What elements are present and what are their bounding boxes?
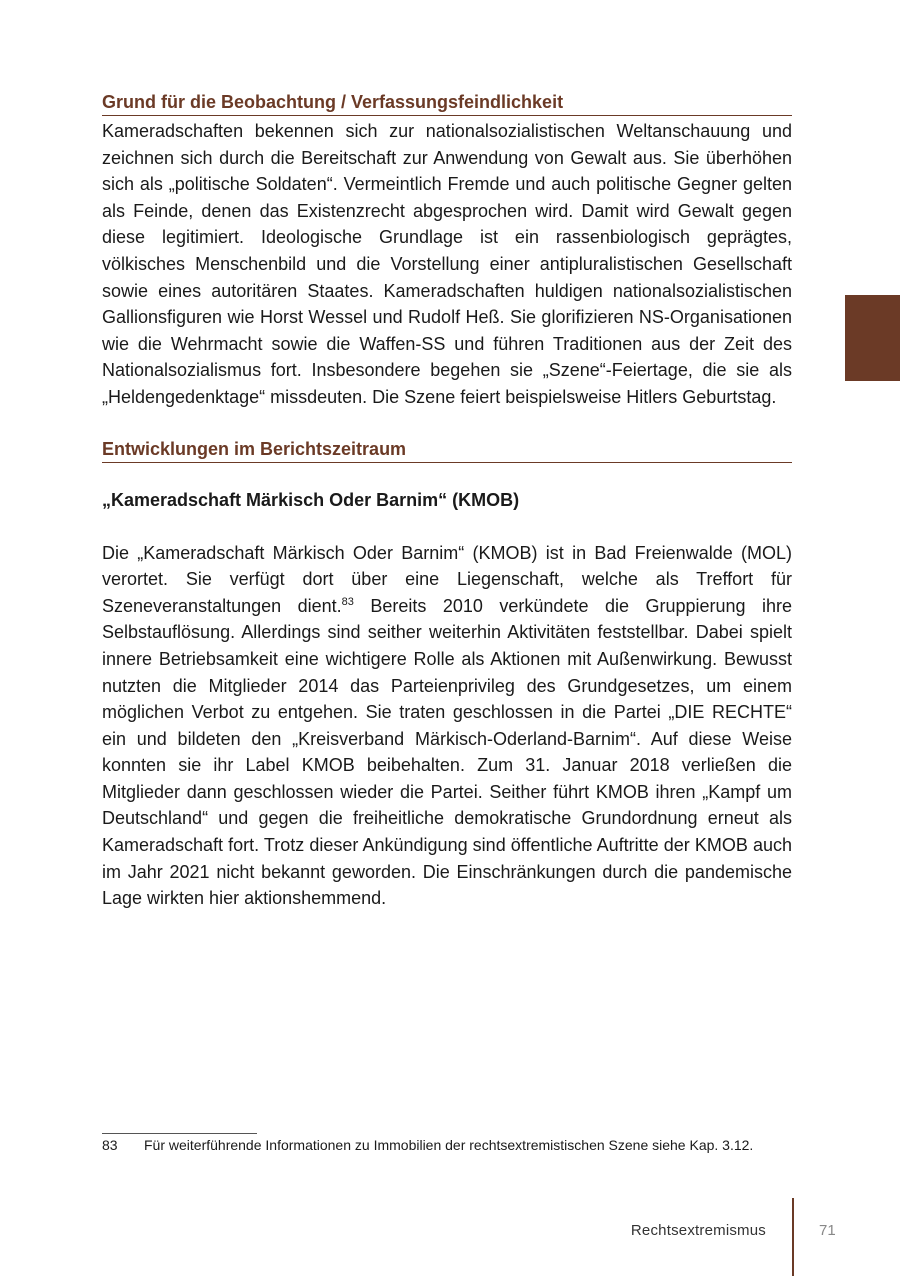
page-number: 71 — [819, 1222, 836, 1239]
footnote — [102, 1136, 822, 1154]
footnote-text: Für weiterführende Informationen zu Immobilien der rechtsextremistischen Szene siehe Kap. 3.12. — [144, 1137, 754, 1153]
section-paragraph-grund: Kameradschaften bekennen sich zur nationalsozialistischen Weltanschauung und zeichnen sich durch die Bereitschaft zur Anwendung von Gewalt aus. Sie überhöhen sich als „politische Soldaten“. Vermeintlich Fremde und auch politische Gegner gelten als Feinde, denen das Existenzrecht abgesprochen wird. Damit wird Gewalt gegen diese legitimiert. Ideologische Grundlage ist ein rassenbiologisch geprägtes, völkisches Menschenbild und die Vorstellung einer antipluralistischen Gesellschaft sowie eines autoritären Staates. Kameradschaften huldigen nationalsozialistischen Gallionsfiguren wie Horst Wessel und Rudolf Heß. Sie glorifizieren NS-Organisationen wie die Wehrmacht sowie die Waffen-SS und führen Traditionen aus der Zeit des Nationalsozialismus fort. Insbesondere begehen sie „Szene“-Feiertage, die sie als „Heldengedenktage“ missdeuten. Die Szene feiert beispielsweise Hitlers Geburtstag. — [102, 121, 792, 407]
footer-section-label: Rechtsextremismus — [630, 1222, 766, 1239]
page-content — [102, 90, 792, 912]
paragraph-kmob-part1: Die „Kameradschaft Märkisch Oder Barnim“ (KMOB) ist in Bad Freienwalde (MOL) verortet. Sie verfügt dort über eine Liegenschaft, welche als Treffort für Szeneveranstaltungen dient. — [102, 542, 792, 616]
footnote-divider — [102, 1133, 257, 1134]
section-heading-grund: Grund für die Beobachtung / Verfassungsfeindlichkeit — [102, 90, 792, 116]
footer-divider — [792, 1198, 794, 1276]
subsection-heading-kmob: „Kameradschaft Märkisch Oder Barnim“ (KMOB) — [102, 489, 520, 510]
chapter-tab-marker — [845, 295, 900, 381]
footnote-reference[interactable]: 83 — [341, 595, 354, 608]
section-heading-entwicklungen: Entwicklungen im Berichtszeitraum — [102, 437, 792, 463]
paragraph-kmob-part2: Bereits 2010 verkündete die Gruppierung ihre Selbstauflösung. Allerdings sind seither weiterhin Aktivitäten feststellbar. Dabei spielt innere Betriebsamkeit eine wichtigere Rolle als Aktionen mit Außenwirkung. Bewusst nutzten die Mitglieder 2014 das Parteienprivileg des Grundgesetzes, um einem möglichen Verbot zu entgehen. Sie traten geschlossen in die Partei „DIE RECHTE“ ein und bildeten den „Kreisverband Märkisch-Oderland-Barnim“. Auf diese Weise konnten sie ihr Label KMOB beibehalten. Zum 31. Januar 2018 verließen die Mitglieder dann geschlossen wieder die Partei. Seither führt KMOB ihren „Kampf um Deutschland“ und gegen die freiheitliche demokratische Grundordnung erneut als Kameradschaft fort. Trotz dieser Ankündigung sind öffentliche Auftritte der KMOB auch im Jahr 2021 nicht bekannt geworden. Die Einschränkungen durch die pandemische Lage wirkten hier aktionshemmend. — [102, 595, 793, 909]
section-paragraph-kmob — [102, 540, 792, 912]
footnote-number: 83 — [102, 1137, 118, 1153]
